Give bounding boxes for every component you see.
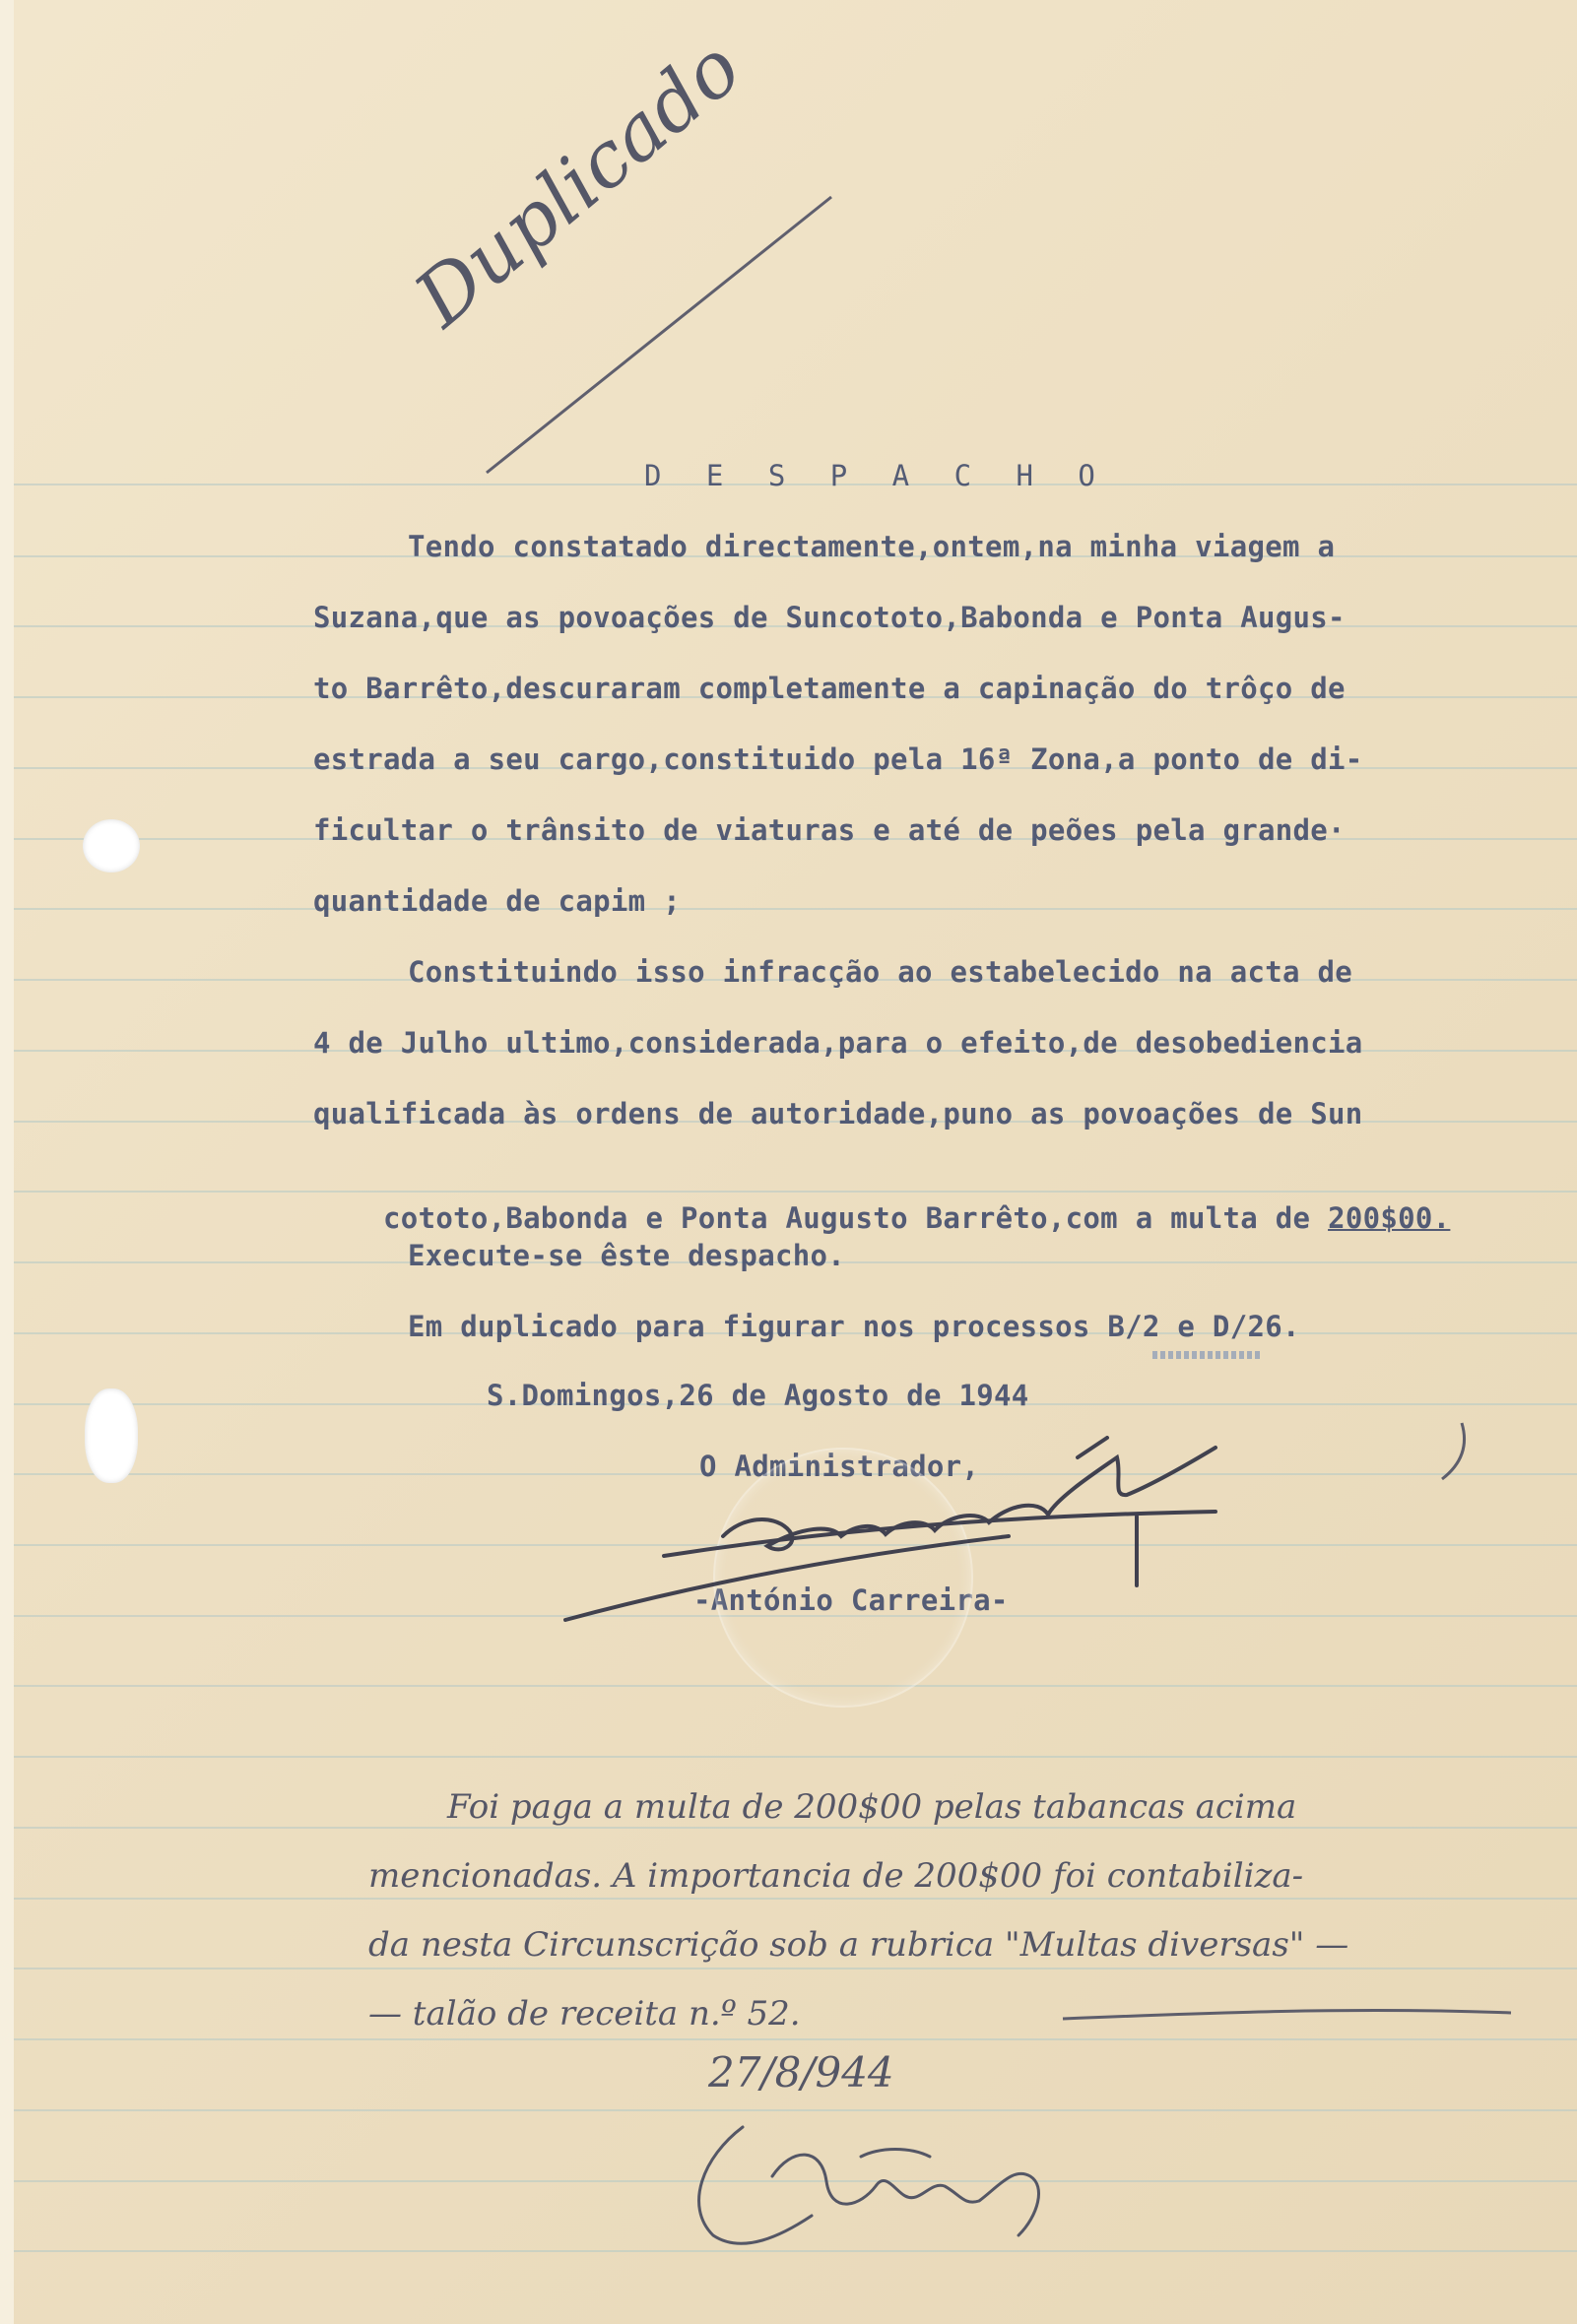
administrator-signature [546, 1398, 1294, 1645]
body-line-2: Suzana,que as povoações de Suncototo,Babonda e Ponta Augus- [313, 601, 1346, 634]
duplicate-line: Em duplicado para figurar nos processos B/2 e D/26. [408, 1310, 1300, 1343]
punch-hole-lower [85, 1388, 138, 1483]
receipt-signature [664, 2088, 1117, 2285]
body-line-1: Tendo constatado directamente,ontem,na minha viagem a [408, 530, 1336, 563]
note-line-1: Foi paga a multa de 200$00 pelas tabancas acima [447, 1787, 1297, 1827]
body-line-7: Constituindo isso infracção ao estabelecido na acta de [408, 955, 1353, 989]
body-line-6: quantidade de capim ; [313, 884, 681, 918]
duplicate-annotation: Duplicado [399, 23, 758, 345]
annotation-underline [477, 187, 851, 483]
body-line-3: to Barrêto,descuraram completamente a capinação do trôço de [313, 672, 1346, 705]
note-line-4: — talão de receita n.º 52. [368, 1994, 801, 2034]
document-title: D E S P A C H O [644, 459, 1109, 492]
note-line-3: da nesta Circunscrição sob a rubrica "Multas diversas" — [368, 1925, 1349, 1965]
body-line-8: 4 de Julho ultimo,considerada,para o efeito,de desobediencia [313, 1026, 1363, 1060]
body-line-4: estrada a seu cargo,constituido pela 16ª Zona,a ponto de di- [313, 742, 1363, 776]
fine-amount: 200$00. [1328, 1201, 1451, 1235]
body-line-5: ficultar o trânsito de viaturas e até de peões pela grande· [313, 813, 1346, 847]
stamp-mark [1152, 1351, 1261, 1359]
administrator-name: -António Carreira- [693, 1583, 1009, 1617]
punch-hole-upper [83, 819, 140, 872]
margin-mark [1432, 1418, 1491, 1487]
body-line-9: qualificada às ordens de autoridade,puno as povoações de Sun [313, 1097, 1363, 1130]
body-line-10-text: cototo,Babonda e Ponta Augusto Barrêto,com a multa de [383, 1201, 1329, 1235]
date-line: S.Domingos,26 de Agosto de 1944 [487, 1379, 1029, 1412]
execute-line: Execute-se êste despacho. [408, 1239, 845, 1272]
administrator-label: O Administrador, [699, 1450, 980, 1483]
note-line-2: mencionadas. A importancia de 200$00 foi contabiliza- [368, 1856, 1304, 1896]
note-date: 27/8/944 [708, 2048, 894, 2097]
note-line-dash [1058, 1999, 1521, 2029]
